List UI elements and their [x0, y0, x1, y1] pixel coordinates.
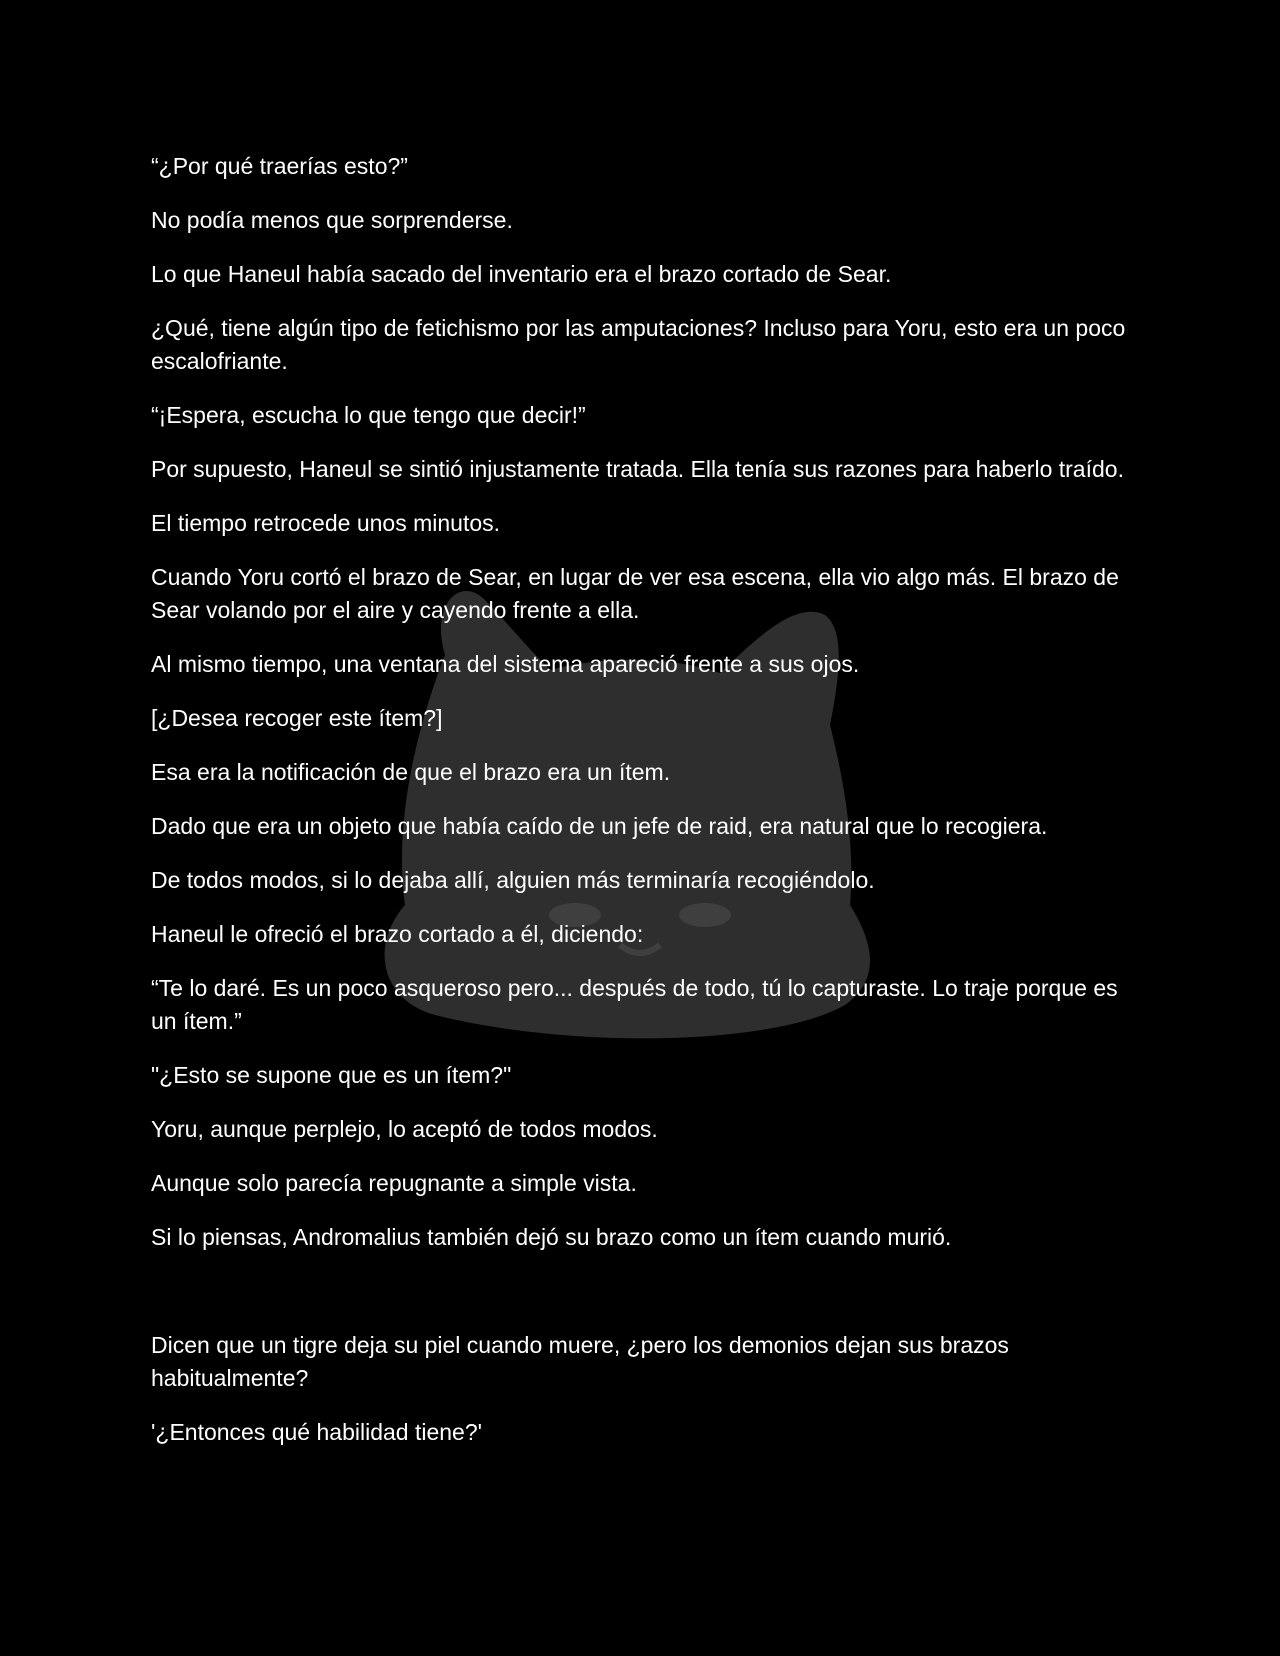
paragraph: “¿Por qué traerías esto?”: [151, 153, 408, 179]
paragraph: Dado que era un objeto que había caído de un jefe de raid, era natural que lo recogiera.: [151, 813, 1048, 839]
paragraph: Aunque solo parecía repugnante a simple vista.: [151, 1170, 637, 1196]
paragraph: De todos modos, si lo dejaba allí, alguien más terminaría recogiéndolo.: [151, 867, 875, 893]
paragraph: “Te lo daré. Es un poco asqueroso pero... después de todo, tú lo capturaste. Lo traje porque es un ítem.”: [151, 975, 1118, 1034]
paragraph: Si lo piensas, Andromalius también dejó su brazo como un ítem cuando murió.: [151, 1224, 952, 1250]
paragraph: Cuando Yoru cortó el brazo de Sear, en lugar de ver esa escena, ella vio algo más. El brazo de Sear volando por el aire y cayendo frente a ella.: [151, 564, 1119, 623]
paragraph: Dicen que un tigre deja su piel cuando muere, ¿pero los demonios dejan sus brazos habitualmente?: [151, 1332, 1009, 1391]
paragraph: ¿Qué, tiene algún tipo de fetichismo por las amputaciones? Incluso para Yoru, esto era un poco escalofriante.: [151, 315, 1126, 374]
paragraph: Yoru, aunque perplejo, lo aceptó de todos modos.: [151, 1116, 658, 1142]
paragraph: "¿Esto se supone que es un ítem?": [151, 1062, 512, 1088]
paragraph: Haneul le ofreció el brazo cortado a él, diciendo:: [151, 921, 644, 947]
paragraph: Al mismo tiempo, una ventana del sistema apareció frente a sus ojos.: [151, 651, 860, 677]
paragraph: No podía menos que sorprenderse.: [151, 207, 513, 233]
paragraph: El tiempo retrocede unos minutos.: [151, 510, 501, 536]
paragraph: Por supuesto, Haneul se sintió injustamente tratada. Ella tenía sus razones para haberlo traído.: [151, 456, 1124, 482]
paragraph: [¿Desea recoger este ítem?]: [151, 705, 443, 731]
paragraph: “¡Espera, escucha lo que tengo que decir!”: [151, 402, 586, 428]
paragraph: Lo que Haneul había sacado del inventario era el brazo cortado de Sear.: [151, 261, 892, 287]
chapter-text: [151, 150, 1141, 1470]
paragraph: Esa era la notificación de que el brazo era un ítem.: [151, 759, 671, 785]
paragraph: '¿Entonces qué habilidad tiene?': [151, 1419, 483, 1445]
